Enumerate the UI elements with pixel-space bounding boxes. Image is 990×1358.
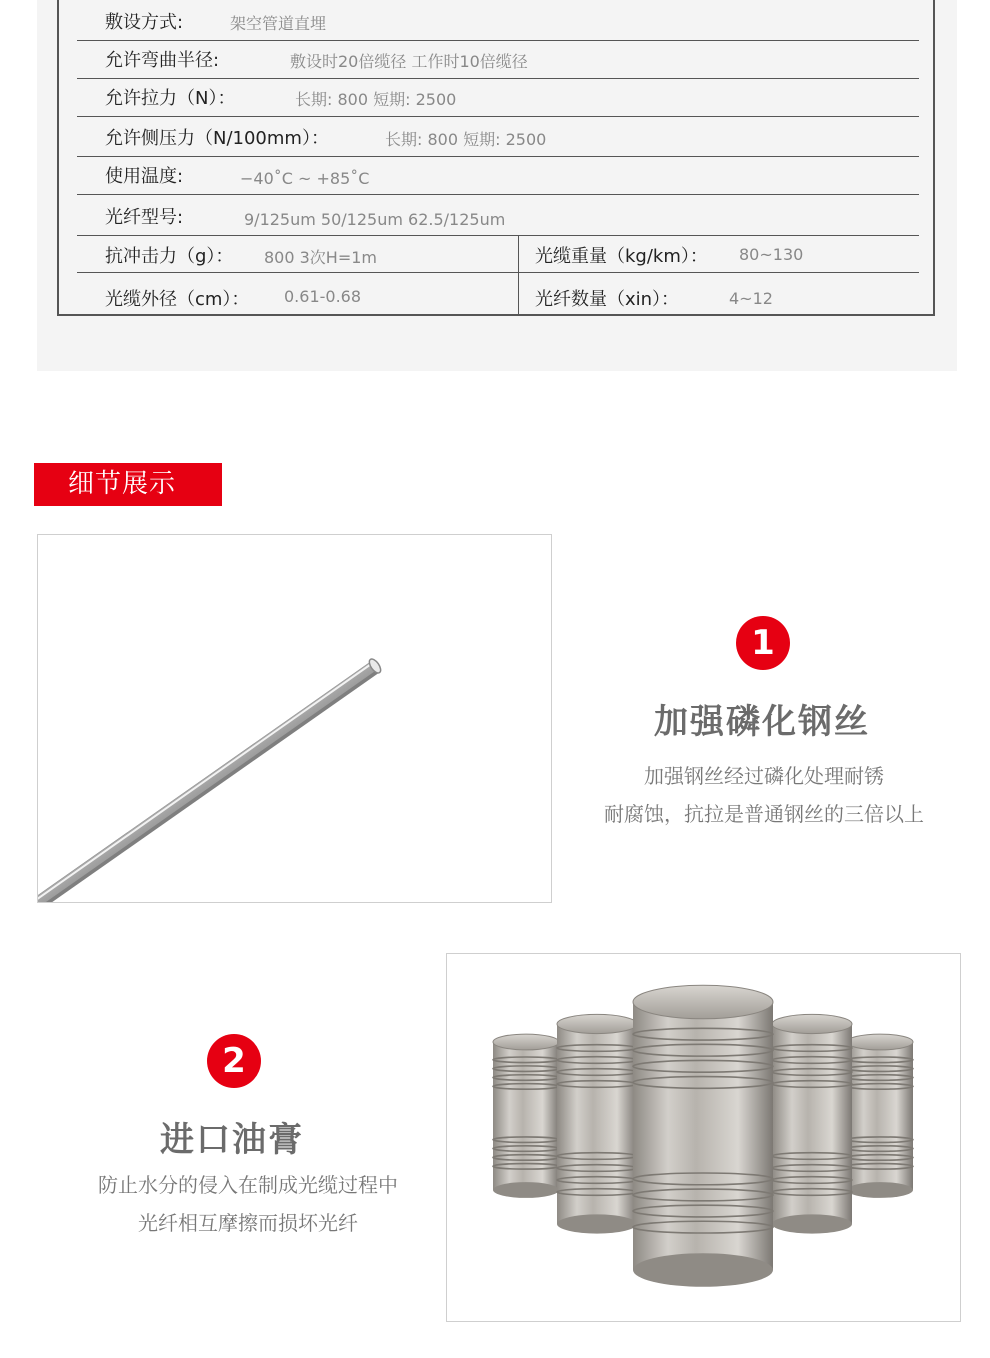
spec-label-impact: 抗冲击力（g）： bbox=[105, 246, 234, 267]
feature-1-photo bbox=[37, 534, 552, 903]
feature-2-description bbox=[75, 1166, 421, 1242]
spec-row-fiber-type bbox=[77, 195, 919, 236]
spec-label-weight: 光缆重量（kg/km）： bbox=[535, 246, 708, 267]
spec-value: 长期: 800 短期: 2500 bbox=[295, 90, 457, 109]
column-divider bbox=[518, 235, 519, 316]
spec-label: 允许侧压力（N/100mm）： bbox=[105, 128, 329, 149]
feature-2-number-badge: 2 bbox=[207, 1034, 261, 1088]
feature-1-desc-line-1: 加强钢丝经过磷化处理耐锈 bbox=[644, 764, 884, 788]
feature-2-desc-line-2: 光纤相互摩擦而损坏光纤 bbox=[138, 1211, 358, 1235]
oil-barrel bbox=[557, 1014, 637, 1233]
oil-barrel bbox=[772, 1014, 852, 1233]
oil-barrels-icon bbox=[447, 954, 960, 1321]
oil-barrel bbox=[847, 1034, 913, 1198]
feature-1-desc-line-2: 耐腐蚀，抗拉是普通钢丝的三倍以上 bbox=[604, 802, 924, 826]
feature-2-photo bbox=[446, 953, 961, 1322]
spec-label: 光纤型号: bbox=[105, 207, 184, 228]
spec-label: 允许拉力（N）： bbox=[105, 88, 236, 109]
feature-1-number-badge: 1 bbox=[736, 616, 790, 670]
spec-label-fiber-count: 光纤数量（xin）： bbox=[535, 289, 680, 310]
feature-2-title: 进口油膏 bbox=[160, 1120, 304, 1160]
spec-value: 长期: 800 短期: 2500 bbox=[385, 130, 547, 149]
spec-label-diameter: 光缆外径（cm）： bbox=[105, 289, 250, 310]
spec-table bbox=[57, 0, 935, 316]
spec-label: 敷设方式: bbox=[105, 12, 184, 33]
spec-row-bend-radius bbox=[77, 41, 919, 79]
spec-value-diameter: 0.61-0.68 bbox=[284, 287, 362, 306]
spec-value-impact: 800 3次H=1m bbox=[264, 248, 378, 267]
oil-barrel bbox=[633, 985, 773, 1287]
feature-2-desc-line-1: 防止水分的侵入在制成光缆过程中 bbox=[98, 1173, 398, 1197]
spec-label: 允许弯曲半径: bbox=[105, 50, 220, 71]
oil-barrel bbox=[493, 1034, 559, 1198]
spec-value: 架空管道直埋 bbox=[230, 14, 327, 33]
spec-value-weight: 80~130 bbox=[739, 245, 804, 264]
spec-label: 使用温度: bbox=[105, 166, 184, 187]
spec-row-crush bbox=[77, 117, 919, 157]
feature-1-description bbox=[582, 757, 946, 833]
feature-1-title: 加强磷化钢丝 bbox=[654, 702, 870, 742]
steel-wire-icon bbox=[38, 535, 552, 903]
section-title: 细节展示 bbox=[34, 463, 222, 506]
spec-value: 敷设时20倍缆径 工作时10倍缆径 bbox=[290, 52, 528, 71]
spec-value-fiber-count: 4~12 bbox=[729, 289, 773, 308]
spec-value: −40˚C ~ +85˚C bbox=[240, 169, 370, 188]
spec-row-tension bbox=[77, 79, 919, 117]
spec-value: 9/125um 50/125um 62.5/125um bbox=[244, 210, 506, 229]
spec-row-temperature bbox=[77, 157, 919, 195]
spec-row-laying bbox=[77, 0, 919, 41]
